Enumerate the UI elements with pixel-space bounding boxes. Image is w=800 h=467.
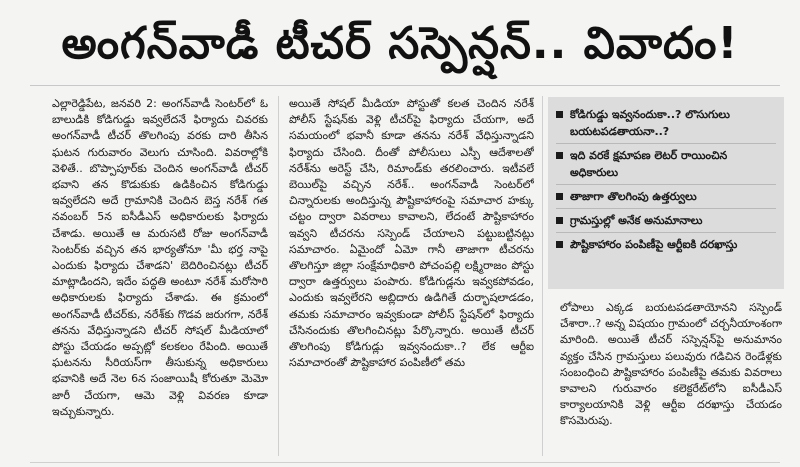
headline-divider: [30, 85, 780, 86]
article-column-1: [52, 96, 268, 461]
square-bullet-icon: [556, 152, 563, 159]
highlights-box: [548, 97, 784, 289]
square-bullet-icon: [556, 111, 563, 118]
square-bullet-icon: [556, 241, 563, 248]
highlight-item-text: తాజాగా తొలగింపు ఉత్తర్వులు: [570, 190, 697, 203]
article-text-column-1: ఎల్లారెడ్డిపేట, జనవరి 2: అంగన్‌వాడీ సెంటర్‌లో ఓ బాలుడికి కోడిగుడ్డు ఇవ్వలేదనే ఫిర్యాదు చివరకు అంగన్‌వాడీ టీచర్ తొలగింపు వరకు దారి తీసిన ఘటన గురువారం వెలుగు చూసింది. వివరాల్లోకి వెళితే.. బొప్పాపూర్‌కు చెందిన అంగన్‌వాడీ టీచర్ భవాని తన కొడుకుకు ఉడికించిన కోడిగుడ్డు ఇవ్వలేదని అదే గ్రామానికి చెందిన బెస్త నరేశ్ గత నవంబర్ 5న ఐసీడీఎస్ అధికారులకు ఫిర్యాదు చేశాడు. అయితే ఆ మరుసటి రోజు అంగన్‌వాడీ సెంటర్‌కు వచ్చిన తన భార్యతోనూ 'మీ భర్త నాపై ఎందుకు ఫిర్యాదు చేశాడని' బెదిరించినట్లు టీచర్ మాట్లాడిందని, ఇదేం పద్ధతి అంటూ నరేశ్ మరోసారి అధికారులకు ఫిర్యాదు చేశాడు. ఈ క్రమంలో అంగన్‌వాడీ టీచర్‌కు, నరేశ్‌కు గొడవ జరుగగా, నరేశ్ తనను వేధిస్తున్నాడని టీచర్ సోషల్ మీడియాలో పోస్టు చేయడం అప్పట్లో కలకలం రేపింది. అయితే ఘటనను సీరియస్‌గా తీసుకున్న అధికారులు భవానికి అదే నెల 6న సంజాయిషీ కోరుతూ మెమో జారీ చేయగా, ఆమె వెళ్లి వివరణ కూడా ఇచ్చుకున్నారు.: [52, 97, 268, 418]
square-bullet-icon: [556, 193, 563, 200]
highlight-item: [556, 144, 776, 185]
highlight-item: [556, 185, 776, 209]
highlight-item: [556, 103, 776, 144]
article-text-column-3: లోపాలు ఎక్కడ బయటపడతాయోనని సస్పెండ్ చేశారా..? అన్న విషయం గ్రామంలో చర్చనీయాంశంగా మారింది. అయితే టీచర్ సస్పెన్షన్‌పై అనుమానం వ్యక్తం చేసిన గ్రామస్తులు పలువురు గడిచిన రెండేళ్లకు సంబంధించి పౌష్టికాహారం పంపిణీపై తమకు వివరాలు కావాలని గురువారం కలెక్టరేట్‌లోని ఐసీడీఎస్ కార్యాలయానికి వెళ్లి ఆర్టీఐ దరఖాస్తు చేయడం కొసమెరుపు.: [560, 301, 782, 428]
article-text-column-2: అయితే సోషల్ మీడియా పోస్టుతో కలత చెందిన నరేశ్ పోలీస్ స్టేషన్‌కు వెళ్లి టీచర్‌పై ఫిర్యాదు చేయగా, అదే సమయంలో భవానీ కూడా తనను నరేశ్ వేధిస్తున్నాడని ఫిర్యాదు చేసింది. దీంతో పోలీసులు ఎస్పీ ఆదేశాలతో నరేశ్‌ను అరెస్ట్ చేసి, రిమాండ్‌కు తరలించారు. ఇటీవలే బెయిల్‌పై వచ్చిన నరేశ్.. అంగన్‌వాడీ సెంటర్‌లో చిన్నారులకు అందిస్తున్న పౌష్టికాహారంపై సమాచార హక్కు చట్టం ద్వారా వివరాలు కావాలని, లేదంటే పౌష్టికాహారం ఇవ్వని టీచరను సస్పెండ్ చేయాలని పట్టుబట్టినట్లు సమాచారం. ఏమైందో ఏమో గానీ తాజాగా టీచరను తొలగిస్తూ జిల్లా సంక్షేమాధికారి పోచంపల్లి లక్ష్మిరాజం పోస్టు ద్వారా ఉత్తర్వులు పంపారు. కోడిగుడ్లను ఇవ్వకపోవడం, ఎందుకు ఇవ్వలేరని అబ్లిదారు ఉడిగితే దుర్భాషలాడడం, తమకు సమాచారం ఇవ్వకుండా పోలీస్ స్టేషన్‌లో ఫిర్యాదు చేసినందుకు తొలగించినట్లు పేర్కొన్నారు. అయితే టీచర్ తొలగింపు కోడిగుడ్లు ఇవ్వనందుకా..? లేక ఆర్టీఐ సమాచారంతో పౌష్టికాహార పంపిణీలో తమ: [289, 97, 534, 370]
column-divider-1: [278, 96, 279, 456]
bottom-divider: [30, 462, 780, 463]
article-column-2: [289, 96, 534, 461]
headline: అంగన్‌వాడీ టీచర్ సస్పెన్షన్.. వివాదం!: [61, 18, 739, 69]
article-column-3: [560, 300, 782, 460]
highlight-item-text: పౌష్టికాహారం పంపిణీపై ఆర్టీఐకి దరఖాస్తు: [570, 238, 738, 251]
highlight-item-text: గ్రామస్తుల్లో అనేక అనుమానాలు: [570, 214, 703, 227]
highlights-list: [556, 103, 776, 256]
highlight-item: [556, 233, 776, 256]
square-bullet-icon: [556, 217, 563, 224]
highlight-item-text: ఇది వరకే క్షమాపణ లెటర్ రాయించిన అధికారులు: [570, 149, 728, 179]
highlight-item: [556, 209, 776, 233]
highlight-item-text: కోడిగుడ్డు ఇవ్వనందుకా..? లొసుగులు బయటపడతాయనా..?: [570, 108, 730, 138]
column-divider-2: [542, 96, 543, 456]
